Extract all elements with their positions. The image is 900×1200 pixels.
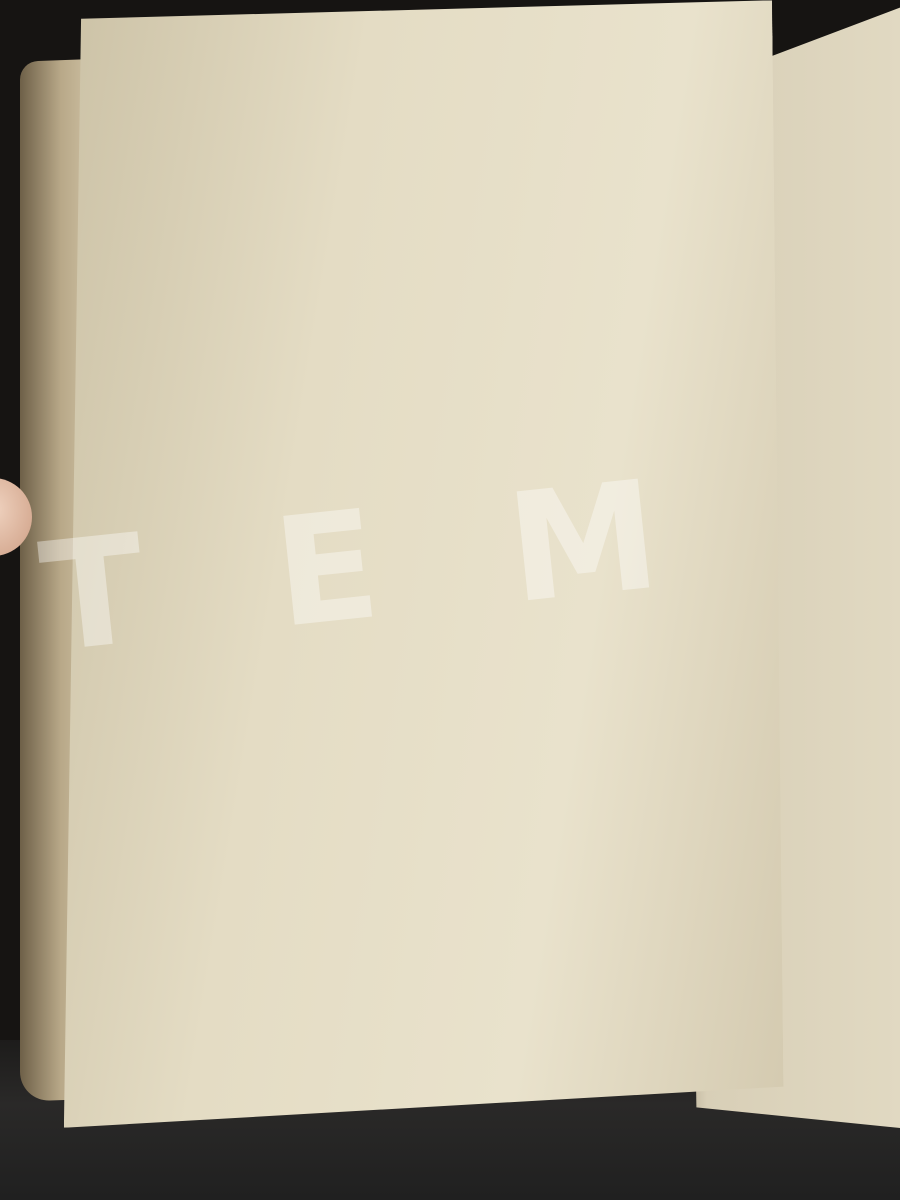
- watermark-overlay: T E M: [33, 444, 707, 687]
- left-page: [52, 0, 784, 1127]
